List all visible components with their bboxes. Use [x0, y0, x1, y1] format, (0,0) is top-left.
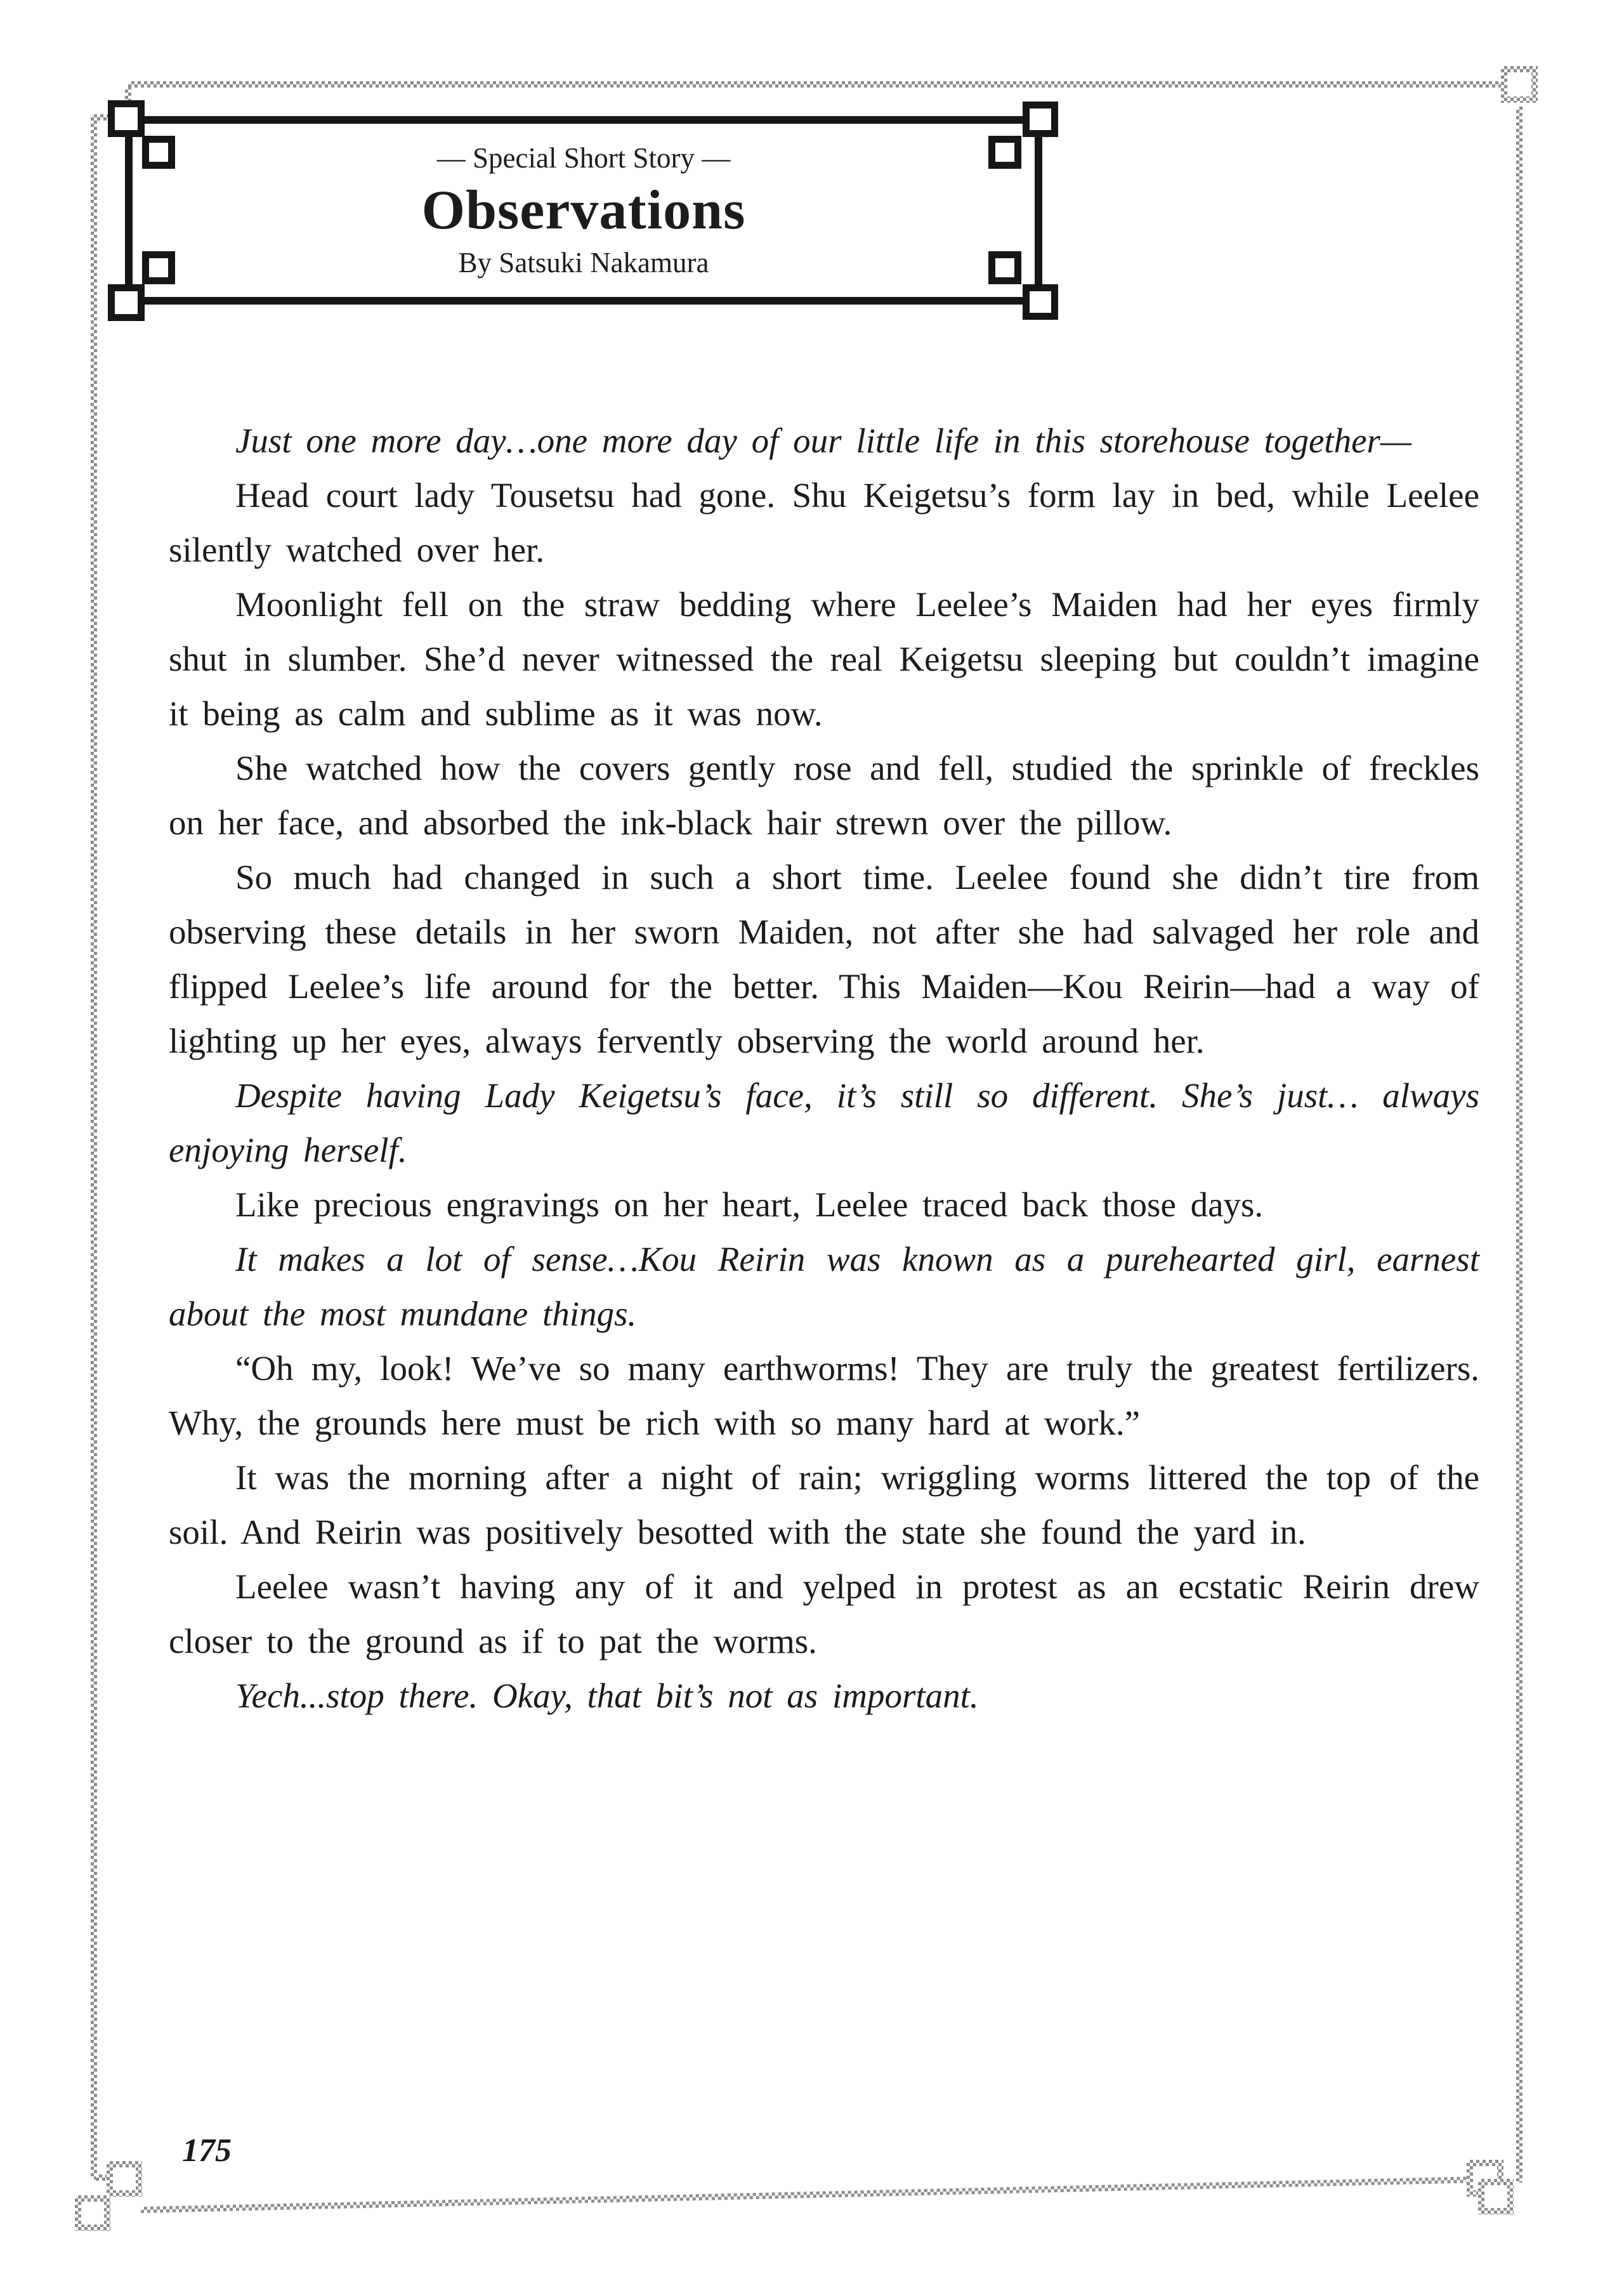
story-paragraph: “Oh my, look! We’ve so many earthworms! They are truly the greatest fertilizers. Why, the grounds here must be rich with so many hard at work.” [169, 1349, 1479, 1442]
titlebox-ornament-square [988, 251, 1021, 284]
titlebox-ornament-square [108, 100, 145, 137]
story-paragraph: She watched how the covers gently rose and fell, studied the sprinkle of freckles on her face, and absorbed the ink-black hair strewn over the pillow. [169, 749, 1479, 842]
story-kicker: — Special Short Story — [436, 141, 731, 174]
story-paragraph: It makes a lot of sense…Kou Reirin was known as a purehearted girl, earnest about the most mundane things. [169, 1240, 1479, 1333]
story-paragraph: Despite having Lady Keigetsu’s face, it’s still so different. She’s just… always enjoying herself. [169, 1076, 1479, 1169]
titlebox-ornament-square [1023, 284, 1058, 320]
story-paragraph: Yech...stop there. Okay, that bit’s not as important. [235, 1676, 979, 1715]
story-title: Observations [421, 179, 746, 241]
corner-ornament-square [75, 2195, 110, 2231]
titlebox-ornament-square [142, 251, 175, 284]
page-number: 175 [182, 2133, 232, 2169]
story-byline: By Satsuki Nakamura [458, 246, 709, 279]
story-header-box [125, 116, 1042, 305]
page-border-top [128, 81, 1502, 88]
titlebox-ornament-square [108, 284, 145, 321]
titlebox-ornament-square [988, 136, 1021, 169]
corner-ornament-square [107, 2161, 142, 2197]
story-paragraph: It was the morning after a night of rain; wriggling worms littered the top of the soil. And Reirin was positively besotted with the state she found the yard in. [169, 1458, 1479, 1551]
story-paragraph: Head court lady Tousetsu had gone. Shu Keigetsu’s form lay in bed, while Leelee silently watched over her. [169, 476, 1479, 569]
titlebox-ornament-square [142, 136, 175, 169]
corner-ornament-square [1501, 66, 1538, 103]
page-border-left [91, 121, 97, 2179]
page-border-bottom [141, 2176, 1488, 2213]
page-border-right [1516, 107, 1522, 2183]
story-paragraph: Like precious engravings on her heart, Leelee traced back those days. [235, 1185, 1264, 1224]
corner-ornament-square [1478, 2179, 1514, 2214]
story-paragraph: Just one more day…one more day of our little life in this storehouse together— [235, 421, 1411, 460]
story-paragraph: Leelee wasn’t having any of it and yelped in protest as an ecstatic Reirin drew closer to the ground as if to pat the worms. [169, 1567, 1479, 1660]
story-paragraph: So much had changed in such a short time. Leelee found she didn’t tire from observing these details in her sworn Maiden, not after she had salvaged her role and flipped Leelee’s life around for the better. This Maiden—Kou Reirin—had a way of lighting up her eyes, always fervently observing the world around her. [169, 858, 1479, 1060]
story-paragraph: Moonlight fell on the straw bedding where Leelee’s Maiden had her eyes firmly shut in slumber. She’d never witnessed the real Keigetsu sleeping but couldn’t imagine it being as calm and sublime as it was now. [169, 585, 1479, 733]
story-text [169, 414, 1479, 1723]
titlebox-ornament-square [1023, 102, 1058, 137]
